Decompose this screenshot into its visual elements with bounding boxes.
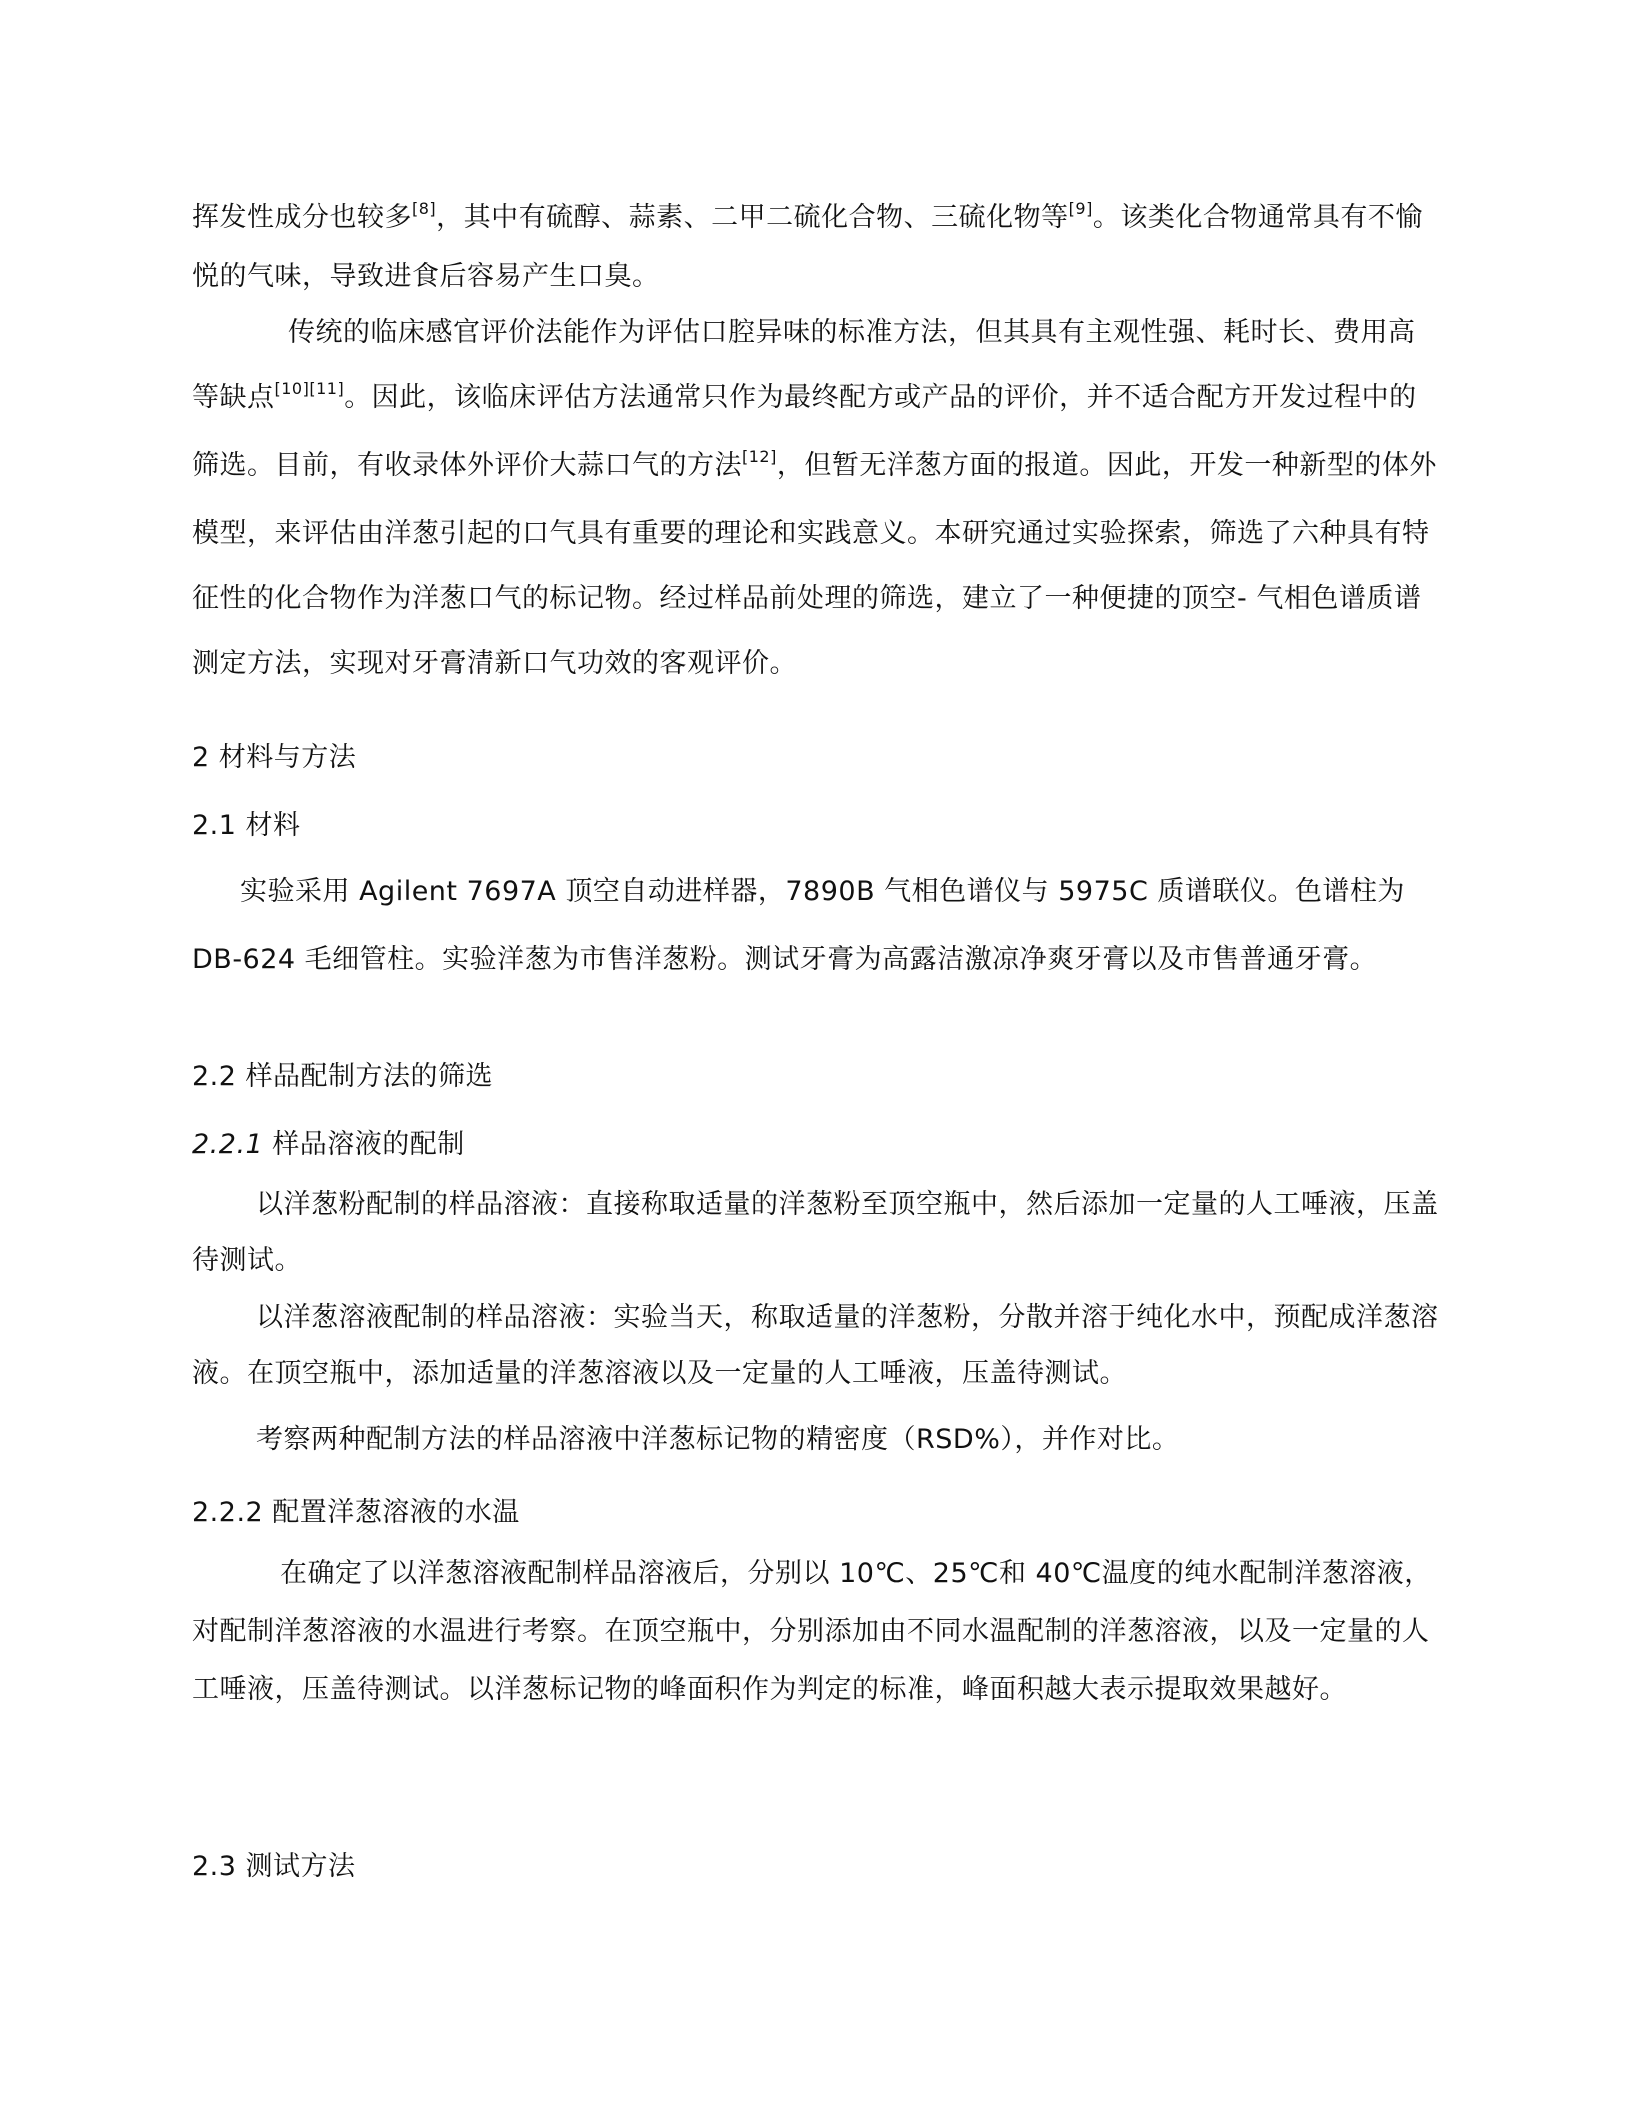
citation-ref: [9] xyxy=(1068,199,1093,218)
body-paragraph-onion-powder-method: 以洋葱粉配制的样品溶液：直接称取适量的洋葱粉至顶空瓶中，然后添加一定量的人工唾液，压盖待测试。 xyxy=(192,1189,1439,1276)
paragraph-text: ，但暂无洋葱方面的报道。因此，开发一种新型的体外模型，来评估由洋葱引起的口气具有重要的理论和实践意义。本研究通过实验探索，筛选了六种具有特征性的化合物作为洋葱口气的标记物。经过样品前处理的筛选，建立了一种便捷的顶空- 气相色谱质谱测定方法，实现对牙膏清新口气功效的客观评价。 xyxy=(192,450,1437,679)
citation-ref: [8] xyxy=(412,199,437,218)
body-paragraph-water-temperature: 在确定了以洋葱溶液配制样品溶液后，分别以 10℃、25℃和 40℃温度的纯水配制洋葱溶液，对配制洋葱溶液的水温进行考察。在顶空瓶中，分别添加由不同水温配制的洋葱溶液，以及一定量的人工唾液，压盖待测试。以洋葱标记物的峰面积作为判定的标准，峰面积越大表示提取效果越好。 xyxy=(192,1558,1432,1705)
paragraph-text: 挥发性成分也较多 xyxy=(192,202,412,233)
subsection-heading-sample-prep-screening: 2.2 样品配制方法的筛选 xyxy=(192,1061,494,1092)
citation-ref: [12] xyxy=(742,447,777,466)
paragraph-text: ，其中有硫醇、蒜素、二甲二硫化合物、三硫化物等 xyxy=(436,202,1069,233)
paragraph-text: 传统的临床感官评价法能作为评估口腔异味的标准方法，但其具有主观性强、耗时长、费用高等缺点 xyxy=(192,317,1416,413)
body-paragraph-intro-volatiles xyxy=(192,190,1442,305)
subsection-heading-materials: 2.1 材料 xyxy=(192,810,301,841)
body-paragraph-precision-comparison: 考察两种配制方法的样品溶液中洋葱标记物的精密度（RSD%），并作对比。 xyxy=(256,1424,1180,1455)
body-paragraph-instruments: 实验采用 Agilent 7697A 顶空自动进样器，7890B 气相色谱仪与 5975C 质谱联仪。色谱柱为 DB-624 毛细管柱。实验洋葱为市售洋葱粉。测试牙膏为高露洁激凉净爽牙膏以及市售普通牙膏。 xyxy=(192,876,1405,975)
paragraph-text: 。因此，该临床评估方法通常只作为最终配方或产品的评价，并不适合配方开发过程中的筛选。目前，有收录体外评价大蒜口气的方法 xyxy=(192,382,1417,481)
paragraph-text: 。该类化合物通常具有不愉悦的气味，导致进食后容易产生口臭。 xyxy=(192,202,1423,292)
subsection-heading-test-method: 2.3 测试方法 xyxy=(192,1851,356,1882)
citation-ref: [10][11] xyxy=(274,379,345,398)
section-heading-materials-methods: 2 材料与方法 xyxy=(192,742,357,773)
subsubsection-heading-sample-solution xyxy=(192,1122,465,1161)
body-paragraph-clinical-evaluation xyxy=(192,300,1442,696)
heading-text: 样品溶液的配制 xyxy=(263,1129,465,1160)
subsubsection-heading-water-temperature: 2.2.2 配置洋葱溶液的水温 xyxy=(192,1497,520,1528)
body-paragraph-onion-solution-method: 以洋葱溶液配制的样品溶液：实验当天，称取适量的洋葱粉，分散并溶于纯化水中，预配成洋葱溶液。在顶空瓶中，添加适量的洋葱溶液以及一定量的人工唾液，压盖待测试。 xyxy=(192,1302,1439,1389)
heading-number: 2.2.1 xyxy=(192,1129,264,1160)
